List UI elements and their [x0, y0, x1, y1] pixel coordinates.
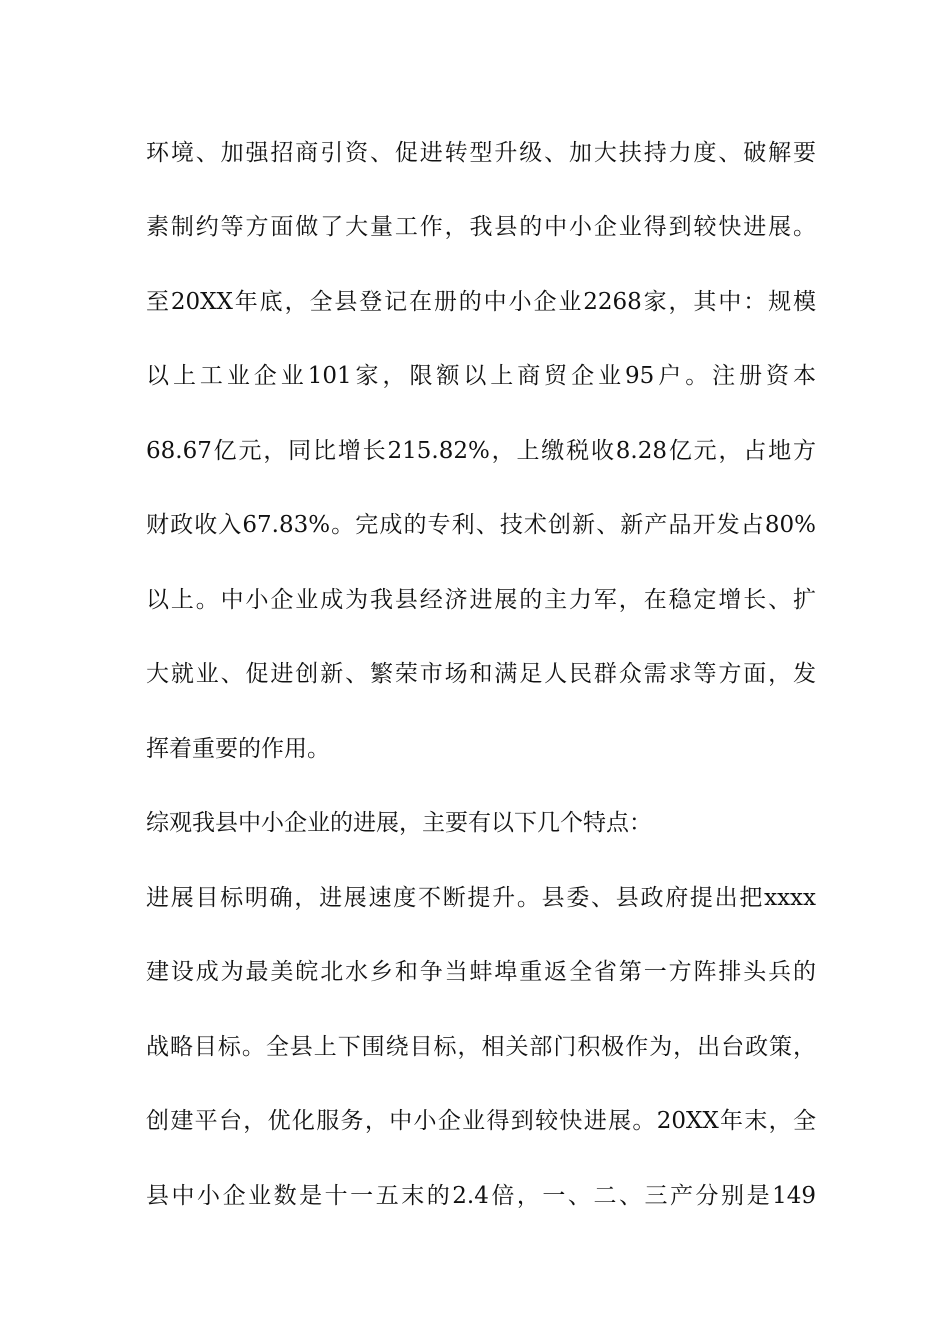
- text-line-9: 挥着重要的作用。: [146, 736, 330, 762]
- text-line-12: 建设成为最美皖北水乡和争当蚌埠重返全省第一方阵排头兵的: [146, 959, 816, 985]
- text-line-5: 68.67亿元，同比增长215.82%，上缴税收8.28亿元，占地方: [146, 438, 816, 464]
- text-line-2: 素制约等方面做了大量工作，我县的中小企业得到较快进展。: [146, 214, 816, 240]
- text-line-7: 以上。中小企业成为我县经济进展的主力军，在稳定增长、扩: [146, 587, 816, 613]
- text-line-3: 至20XX年底，全县登记在册的中小企业2268家，其中：规模: [146, 289, 816, 315]
- text-line-15: 县中小企业数是十一五末的2.4倍，一、二、三产分别是149: [146, 1183, 816, 1209]
- text-line-14: 创建平台，优化服务，中小企业得到较快进展。20XX年末，全: [146, 1108, 816, 1134]
- text-line-1: 环境、加强招商引资、促进转型升级、加大扶持力度、破解要: [146, 140, 816, 166]
- text-line-4: 以上工业企业101家，限额以上商贸企业95户。注册资本: [146, 363, 816, 389]
- text-line-6: 财政收入67.83%。完成的专利、技术创新、新产品开发占80%: [146, 512, 816, 538]
- text-line-11: 进展目标明确，进展速度不断提升。县委、县政府提出把xxxx: [146, 885, 816, 911]
- text-line-10: 综观我县中小企业的进展，主要有以下几个特点：: [146, 810, 652, 836]
- text-line-8: 大就业、促进创新、繁荣市场和满足人民群众需求等方面，发: [146, 661, 816, 687]
- text-line-13: 战略目标。全县上下围绕目标，相关部门积极作为，出台政策，: [146, 1034, 816, 1060]
